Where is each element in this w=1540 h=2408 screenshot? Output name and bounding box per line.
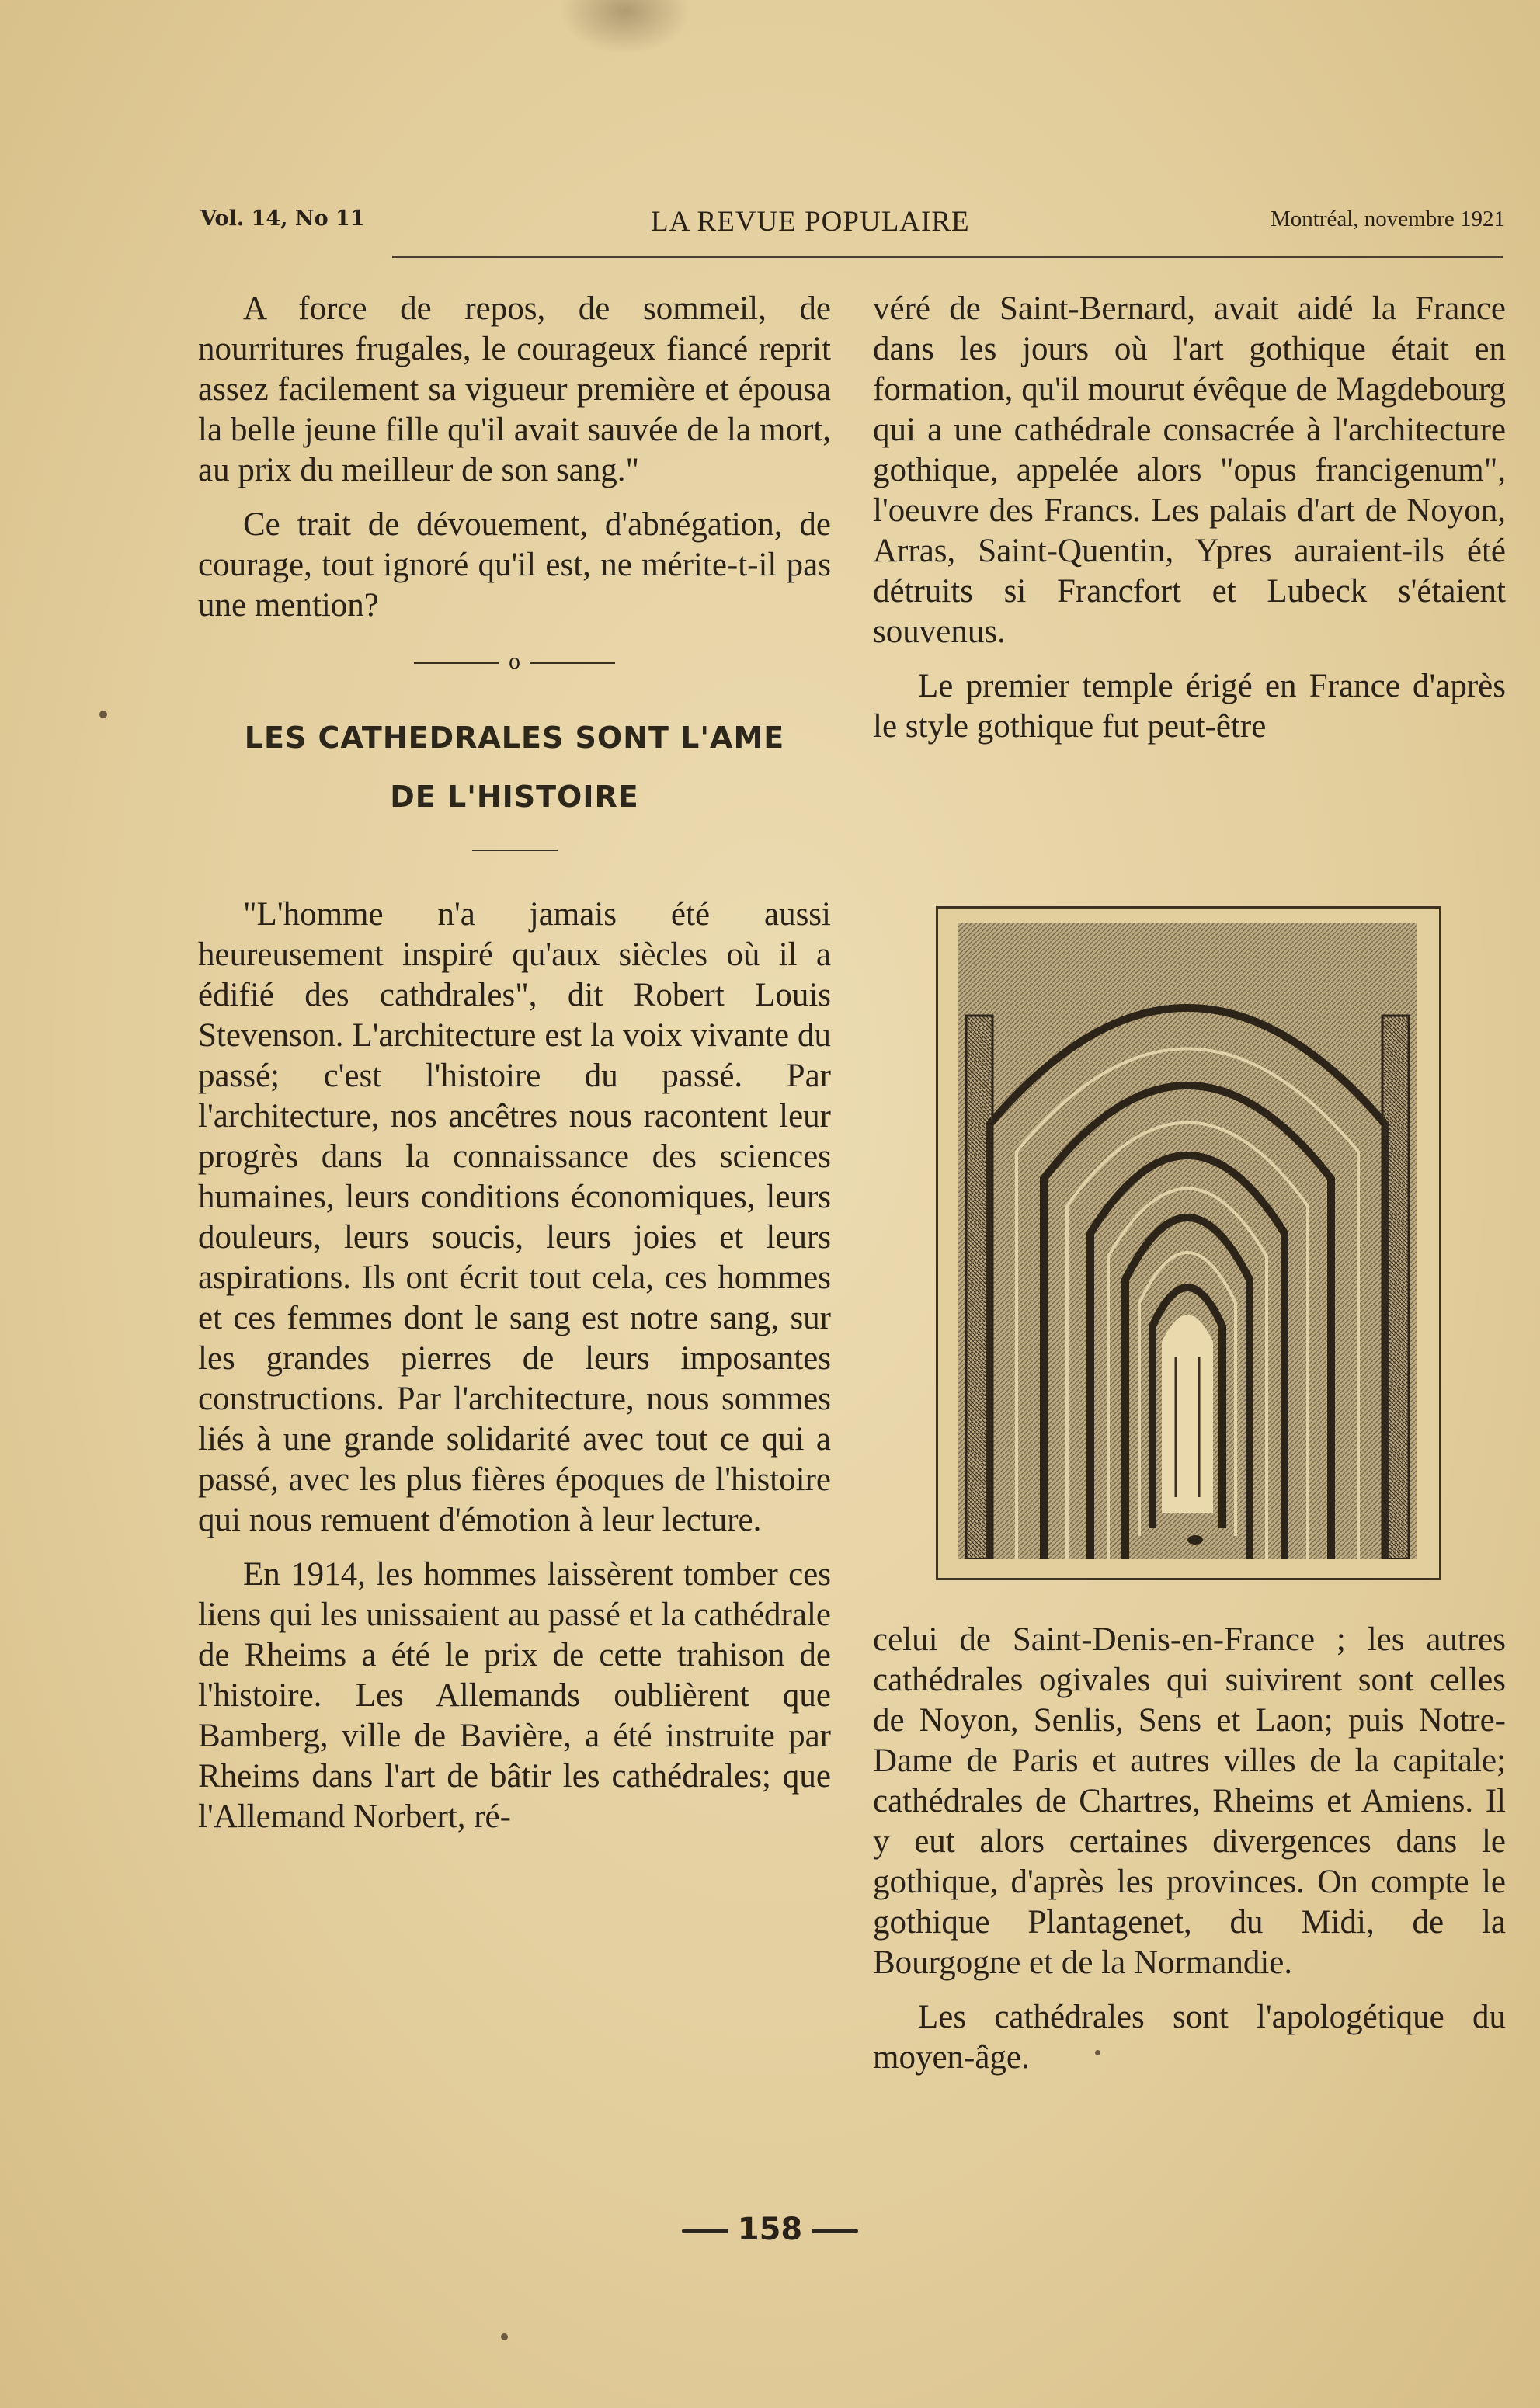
running-header [200,203,1505,242]
place-date: Montréal, novembre 1921 [1270,207,1505,231]
article-title [198,708,831,826]
cathedrals-list-paragraph: celui de Saint-Denis-en-France ; les autres cathédrales ogivales qui suivirent sont celles de Noyon, Senlis, Sens et Laon; puis Notre-Dame de Paris et autres villes de la capitale; cathédrales de Chartres, Rheims et Amiens. Il y eut alors certaines divergences dans le gothique, d'après les provinces. On compte le gothique Plantagenet, du Midi, de la Bourgogne et de la Normandie. [873,1621,1506,1981]
continuation-paragraph: véré de Saint-Bernard, avait aidé la France dans les jours où l'art gothique était en formation, qu'il mourut évêque de Magdebourg qui a une cathédrale consacrée à l'architecture gothique, appelée alors "opus francigenum", l'oeuvre des Francs. Les palais d'art de Noyon, Arras, Saint-Quentin, Ypres auraient-ils été détruits si Francfort et Lubeck s'étaient souvenus. [873,290,1506,650]
intro-paragraph-1: A force de repos, de sommeil, de nourritures frugales, le courageux fiancé reprit assez facilement sa vigueur première et épousa la belle jeune fille qu'il avait sauvée de la mort, au prix du meilleur de son sang." [198,290,831,488]
cathedral-engraving [936,906,1441,1580]
paper-speck [1095,2050,1100,2055]
right-column-bottom [873,1620,1506,2078]
section-separator: o [198,646,831,677]
body-paragraph-1: "L'homme n'a jamais été aussi heureusement inspiré qu'aux siècles où il a édifié des cathdrales", dit Robert Louis Stevenson. L'architecture est la voix vivante du passé; c'est l'histoire du passé. Par l'architecture, nos ancêtres nous racontent leur progrès dans la connaissance des sciences humaines, leurs conditions économiques, leurs douleurs, leurs soucis, leurs joies et leurs aspirations. Ils ont écrit tout cela, ces hommes et ces femmes dont le sang est notre sang, sur les grandes pierres de leurs imposantes constructions. Par l'architecture, nous sommes liés à une grande solidarité avec tout ce qui a passé, avec les plus fières époques de l'histoire qui nous remuent d'émotion à leur lecture. [198,896,831,1538]
right-column-top [873,289,1506,747]
paper-stain [559,0,691,54]
article-title-line-1: LES CATHEDRALES SONT L'AME [244,721,785,755]
page-number: 158 [0,2212,1540,2247]
article-title-line-2: DE L'HISTOIRE [390,780,639,814]
paper-speck [99,711,107,718]
header-rule [392,256,1503,258]
paper-speck [501,2333,508,2340]
cathedral-interior-illustration [958,923,1417,1559]
publication-title: LA REVUE POPULAIRE [651,206,970,238]
title-rule [472,850,558,851]
left-column [198,289,831,1837]
intro-paragraph-2: Ce trait de dévouement, d'abnégation, de courage, tout ignoré qu'il est, ne mérite-t-il pas une mention? [198,506,831,624]
first-temple-paragraph: Le premier temple érigé en France d'après le style gothique fut peut-être [873,668,1506,745]
closing-paragraph: Les cathédrales sont l'apologétique du moyen-âge. [873,1999,1506,2076]
body-paragraph-2: En 1914, les hommes laissèrent tomber ces liens qui les unissaient au passé et la cathédrale de Rheims a été le prix de cette trahison de l'histoire. Les Allemands oublièrent que Bamberg, ville de Bavière, a été instruite par Rheims dans l'art de bâtir les cathédrales; que l'Allemand Norbert, ré- [198,1556,831,1835]
volume-number: Vol. 14, No 11 [200,207,365,231]
